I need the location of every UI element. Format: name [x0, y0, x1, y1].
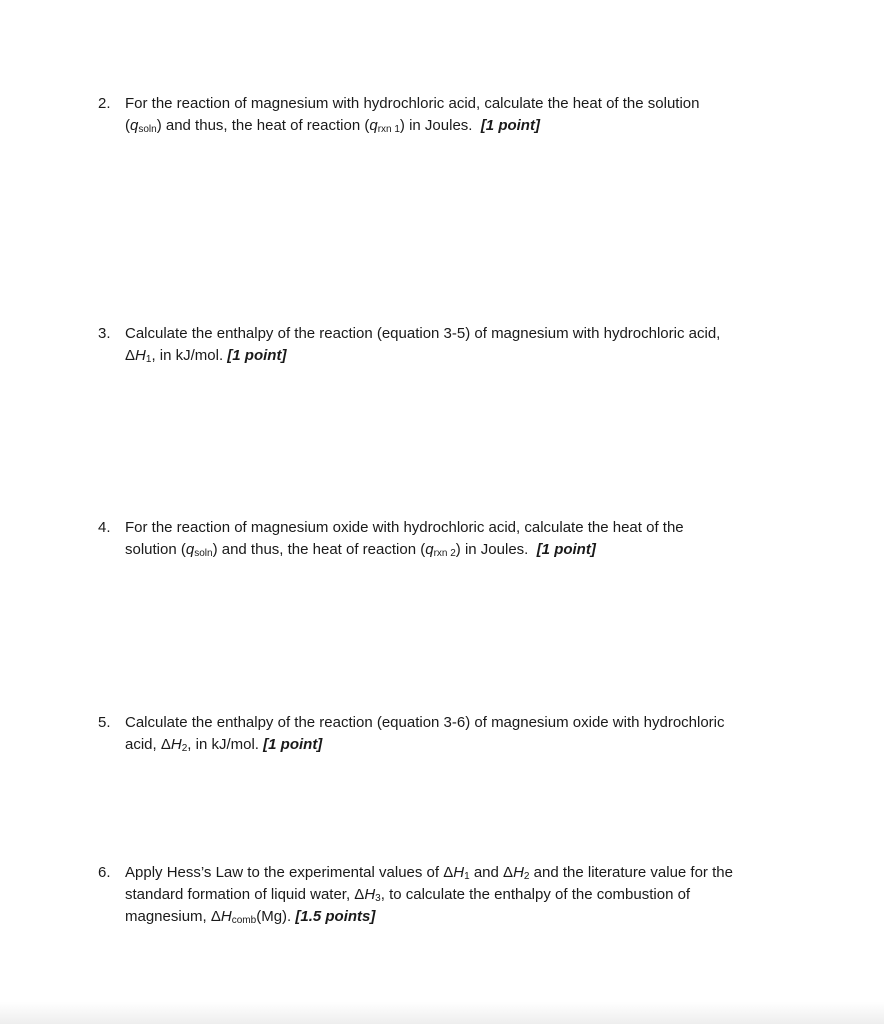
- text-segment: ) and thus, the heat of reaction (: [156, 117, 370, 134]
- question-3: [98, 323, 798, 367]
- question-line: [125, 734, 798, 756]
- question-number: 3.: [98, 325, 111, 342]
- math-subscript: rxn 2: [433, 548, 456, 559]
- math-symbol: Δ: [503, 864, 514, 881]
- text-segment: (Mg).: [256, 908, 292, 925]
- math-symbol: Δ: [125, 347, 136, 364]
- points-label: [1.5 points]: [295, 908, 376, 925]
- math-symbol: H: [364, 886, 376, 903]
- question-line: [125, 906, 798, 928]
- question-4: [98, 517, 798, 561]
- text-segment: ) in Joules.: [455, 541, 529, 558]
- text-segment: ) in Joules.: [399, 117, 473, 134]
- text-segment: Apply Hess’s Law to the experimental values of: [125, 864, 444, 881]
- math-subscript: rxn 1: [377, 124, 400, 135]
- text-segment: Calculate the enthalpy of the reaction (equation 3-5) of magnesium with hydrochloric acid,: [125, 325, 721, 342]
- question-text: [125, 323, 798, 367]
- text-segment: standard formation of liquid water,: [125, 886, 355, 903]
- question-line: [125, 884, 798, 906]
- math-subscript: 2: [523, 871, 530, 882]
- math-subscript: soln: [138, 124, 157, 135]
- question-2: [98, 93, 798, 137]
- math-symbol: q: [185, 541, 195, 558]
- question-number: 5.: [98, 714, 111, 731]
- question-line: [125, 862, 798, 884]
- question-number: 4.: [98, 519, 111, 536]
- math-subscript: 2: [181, 743, 188, 754]
- math-symbol: H: [170, 736, 182, 753]
- question-line: [125, 93, 798, 115]
- page-bottom-shadow: [0, 1002, 884, 1024]
- math-symbol: Δ: [210, 908, 221, 925]
- math-symbol: Δ: [354, 886, 365, 903]
- text-segment: For the reaction of magnesium with hydrochloric acid, calculate the heat of the solution: [125, 95, 700, 112]
- question-line: [125, 539, 798, 561]
- text-segment: ) and thus, the heat of reaction (: [212, 541, 426, 558]
- question-text: [125, 517, 798, 561]
- math-symbol: q: [130, 117, 139, 134]
- text-segment: magnesium,: [125, 908, 211, 925]
- question-line: [125, 517, 798, 539]
- text-segment: acid,: [125, 736, 161, 753]
- text-segment: and the literature value for the: [529, 864, 733, 881]
- math-symbol: Δ: [160, 736, 171, 753]
- question-text: [125, 862, 798, 928]
- math-subscript: 1: [145, 354, 152, 365]
- text-segment: , in kJ/mol.: [187, 736, 259, 753]
- question-5: [98, 712, 798, 756]
- text-segment: Calculate the enthalpy of the reaction (equation 3-6) of magnesium oxide with hydrochloric: [125, 714, 725, 731]
- text-segment: For the reaction of magnesium oxide with hydrochloric acid, calculate the heat of the: [125, 519, 684, 536]
- question-number: 2.: [98, 95, 111, 112]
- math-subscript: comb: [231, 915, 257, 926]
- math-symbol: H: [135, 347, 146, 364]
- math-symbol: Δ: [443, 864, 454, 881]
- points-label: [1 point]: [480, 117, 540, 134]
- math-symbol: H: [220, 908, 232, 925]
- question-line: [125, 115, 798, 137]
- math-subscript: 1: [464, 871, 470, 882]
- text-segment: , in kJ/mol.: [151, 347, 224, 364]
- points-label: [1 point]: [536, 541, 596, 558]
- math-subscript: soln: [194, 548, 213, 559]
- text-segment: (: [125, 117, 130, 134]
- question-6: [98, 862, 798, 928]
- question-line: [125, 345, 798, 367]
- text-segment: solution (: [125, 541, 186, 558]
- text-segment: and: [469, 864, 504, 881]
- math-symbol: q: [425, 541, 434, 558]
- question-text: [125, 712, 798, 756]
- points-label: [1 point]: [263, 736, 323, 753]
- question-line: [125, 712, 798, 734]
- math-symbol: H: [453, 864, 465, 881]
- math-symbol: H: [513, 864, 524, 881]
- question-text: [125, 93, 798, 137]
- points-label: [1 point]: [227, 347, 287, 364]
- question-line: [125, 323, 798, 345]
- text-segment: , to calculate the enthalpy of the combustion of: [380, 886, 691, 903]
- math-symbol: q: [369, 117, 378, 134]
- question-number: 6.: [98, 864, 111, 881]
- math-subscript: 3: [375, 893, 381, 904]
